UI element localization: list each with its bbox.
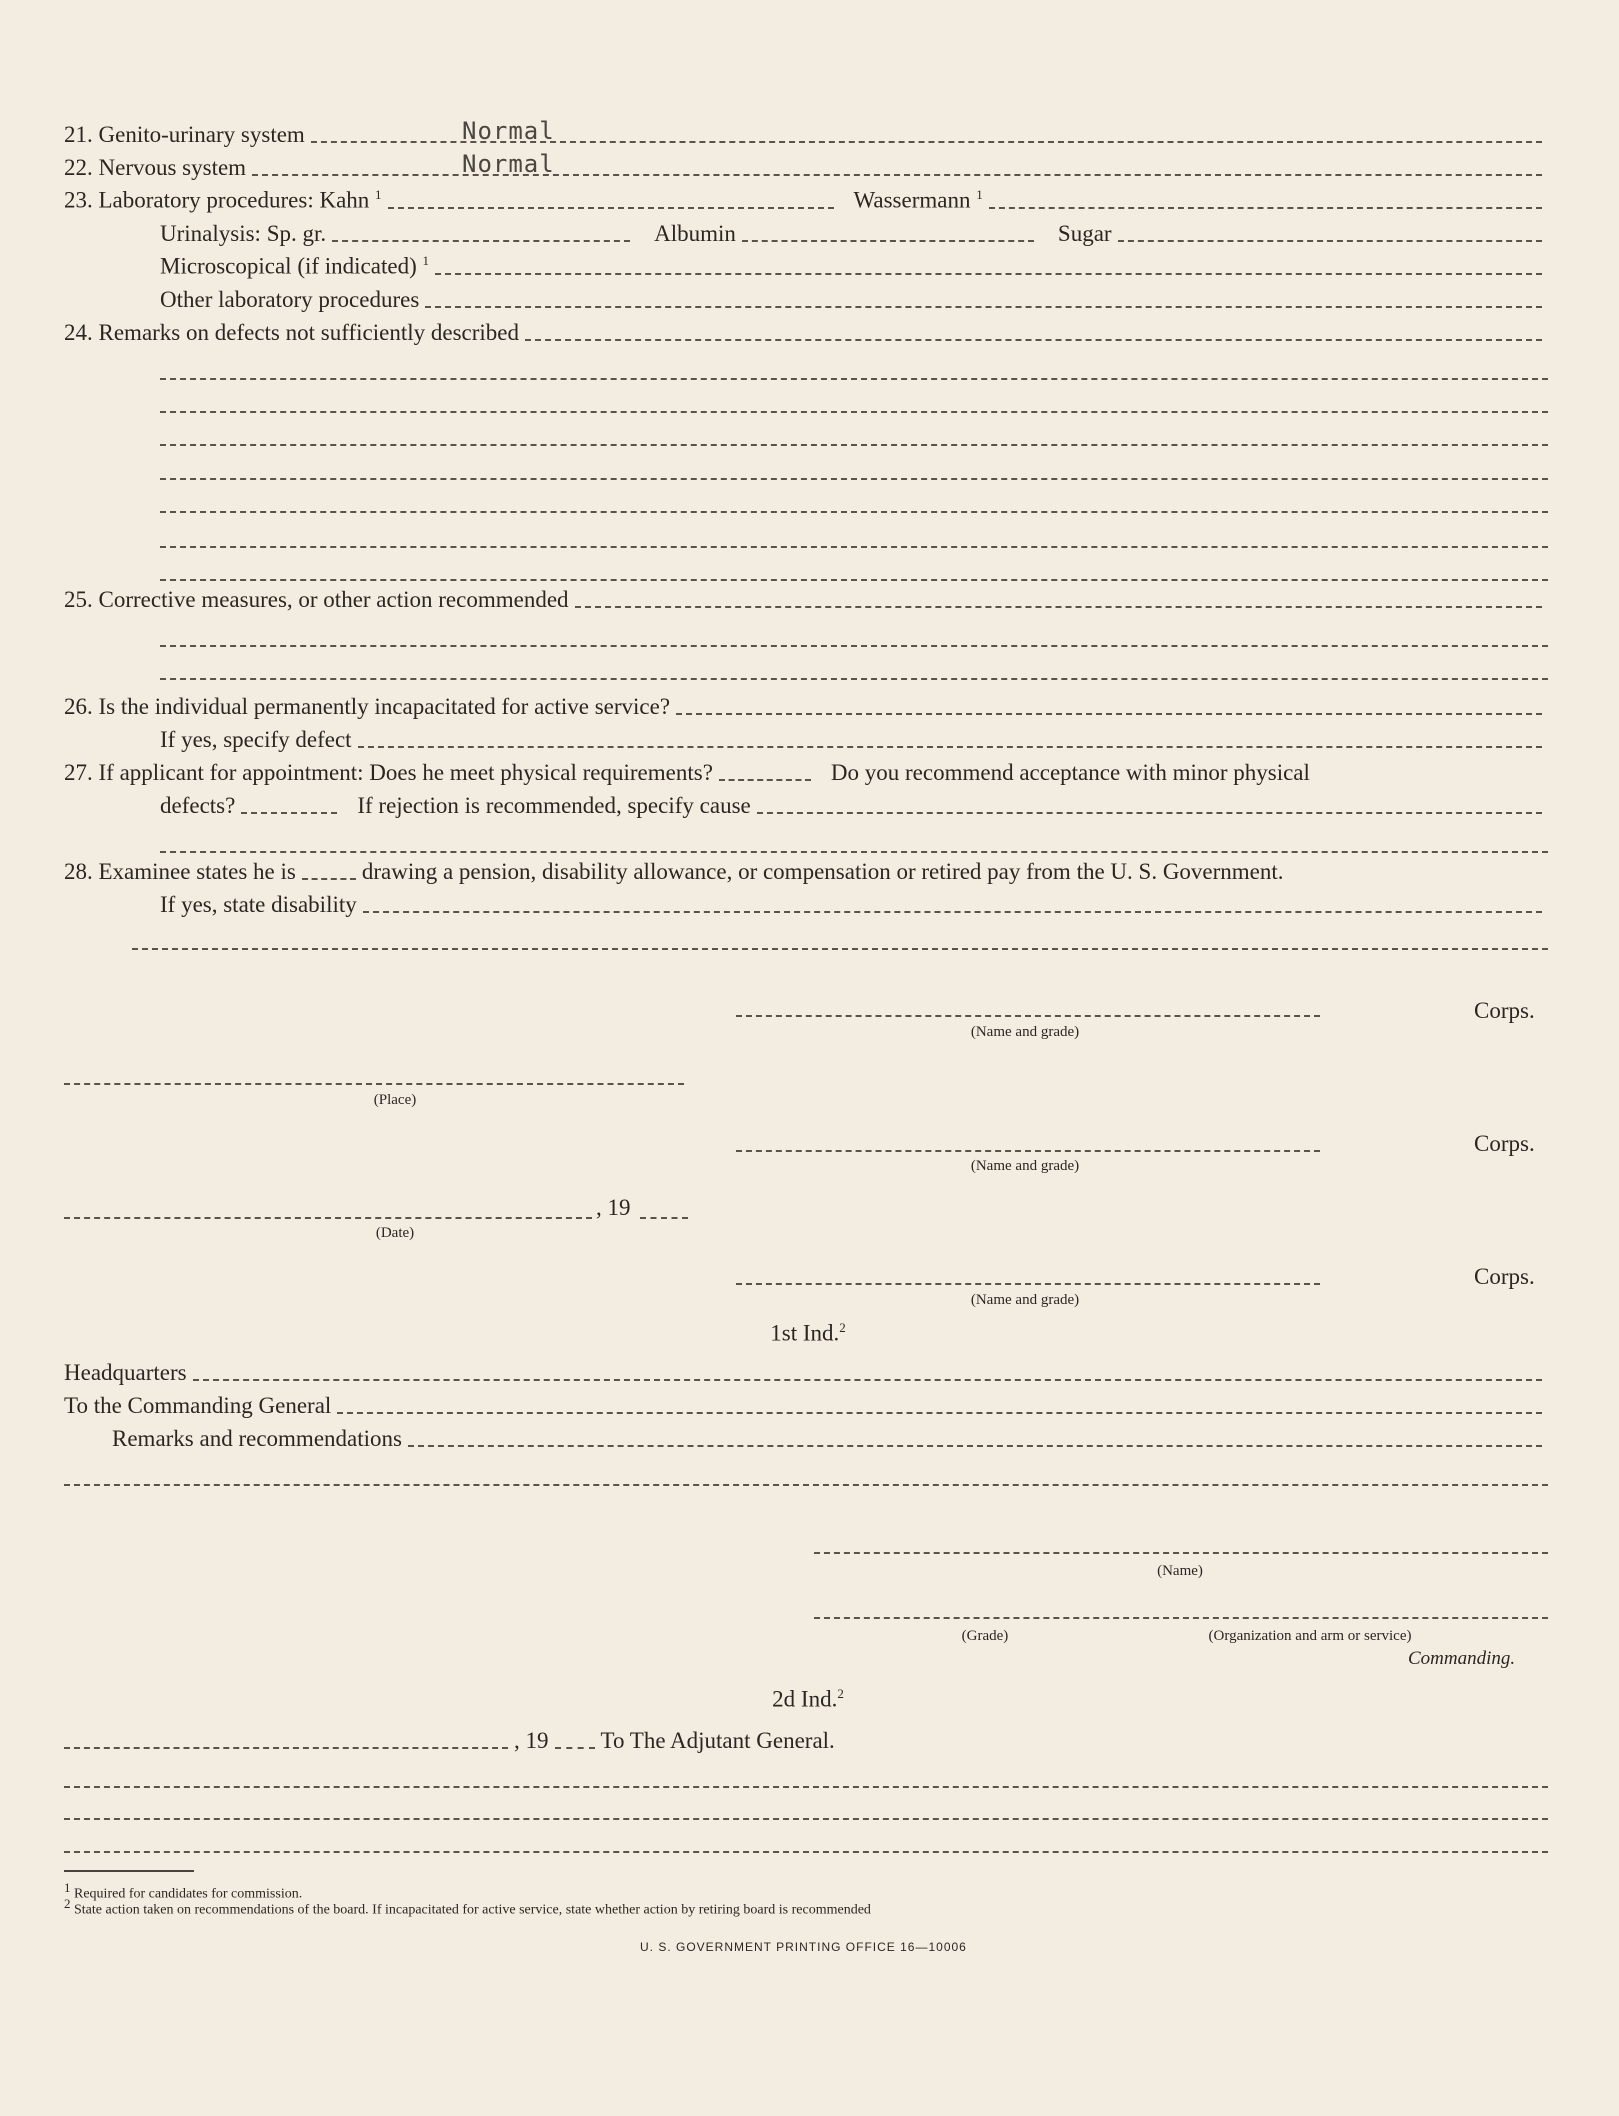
remarks-rec-row (112, 1424, 1548, 1454)
other-lab-row (160, 285, 1548, 315)
footnote-rule (64, 1870, 194, 1872)
other-lab-field[interactable] (425, 306, 1542, 308)
place-line[interactable] (64, 1083, 684, 1085)
cg-grade-org-line[interactable] (814, 1617, 1548, 1619)
corrective-line-2[interactable] (160, 678, 1548, 680)
item-21-value: Normal (462, 117, 555, 145)
microscopical-row (160, 252, 1548, 282)
cg-name-caption: (Name) (1157, 1563, 1203, 1579)
albumin-field[interactable] (742, 240, 1034, 242)
wassermann-label (854, 180, 983, 216)
date-caption: (Date) (375, 1225, 415, 1241)
item-26-sub-row (160, 725, 1548, 755)
wassermann-text: Wassermann (853, 188, 971, 213)
signature-2-corps: Corps. (1474, 1131, 1535, 1156)
footnote-1-mark: 1 (64, 1880, 71, 1895)
footnote-2 (64, 1896, 871, 1919)
item-28-sub-field[interactable] (363, 911, 1542, 913)
second-ind-title (708, 1686, 908, 1713)
signature-1-line[interactable] (736, 1015, 1320, 1017)
remarks-rec-field[interactable] (408, 1445, 1542, 1447)
date-year-prefix: 19 (607, 1195, 631, 1220)
item-24-field[interactable] (525, 339, 1542, 341)
signature-3-line[interactable] (736, 1283, 1320, 1285)
microscopical-footnote-mark: 1 (422, 253, 429, 269)
item-27-reject-label: If rejection is recommended, specify cause (357, 793, 751, 818)
wassermann-field[interactable] (989, 207, 1542, 209)
item-26-sub-field[interactable] (358, 746, 1542, 748)
item-28-label: 28. Examinee states he is (64, 859, 296, 884)
microscopical-text: Microscopical (if indicated) (160, 254, 417, 279)
place-caption: (Place) (373, 1092, 417, 1108)
footnote-2-mark: 2 (64, 1896, 71, 1911)
item-27-reject-field[interactable] (757, 812, 1542, 814)
headquarters-row (64, 1358, 1548, 1388)
to-cg-label: To the Commanding General (64, 1393, 332, 1418)
item-28-sub-label: If yes, state disability (160, 892, 357, 917)
corrective-line-1[interactable] (160, 645, 1548, 647)
second-ind-year-field[interactable] (555, 1747, 595, 1749)
first-ind-title-text: 1st Ind. (770, 1320, 840, 1346)
date-line[interactable] (64, 1217, 592, 1219)
remarks-line-7[interactable] (160, 579, 1548, 581)
to-cg-row (64, 1391, 1548, 1421)
kahn-footnote-mark: 1 (375, 187, 382, 203)
item-28-row (64, 857, 1548, 887)
second-ind-date-field[interactable] (64, 1747, 508, 1749)
headquarters-label: Headquarters (64, 1360, 187, 1385)
signature-1-caption: (Name and grade) (970, 1024, 1080, 1040)
remarks-line-1[interactable] (160, 378, 1548, 380)
second-ind-line-2[interactable] (64, 1818, 1548, 1820)
item-27-defects-label: defects? (160, 793, 236, 818)
signature-3-caption: (Name and grade) (970, 1292, 1080, 1308)
sp-gr-field[interactable] (332, 240, 630, 242)
item-21-row (64, 120, 1548, 150)
second-ind-title-text: 2d Ind. (772, 1686, 838, 1712)
microscopical-label (160, 246, 429, 282)
cg-grade-caption: (Grade) (961, 1628, 1009, 1644)
other-lab-label: Other laboratory procedures (160, 287, 420, 312)
item-27-sub-row (160, 791, 1548, 821)
sugar-field[interactable] (1118, 240, 1542, 242)
remarks-rec-line-2[interactable] (64, 1484, 1548, 1486)
item-26-sub-label: If yes, specify defect (160, 727, 352, 752)
urinalysis-row (160, 219, 1548, 249)
item-22-label: 22. Nervous system (64, 155, 247, 180)
urinalysis-label: Urinalysis: Sp. gr. (160, 221, 327, 246)
remarks-line-3[interactable] (160, 444, 1548, 446)
remarks-line-5[interactable] (160, 511, 1548, 513)
date-year: , 19 (596, 1195, 631, 1220)
kahn-field[interactable] (388, 207, 834, 209)
item-24-row (64, 318, 1548, 348)
albumin-label: Albumin (654, 221, 736, 246)
item-21-label: 21. Genito-urinary system (64, 122, 305, 147)
item-27-defects-field[interactable] (241, 812, 337, 814)
commanding-text: Commanding. (1408, 1648, 1516, 1669)
item-27-extra-line[interactable] (160, 851, 1548, 853)
microscopical-field[interactable] (435, 273, 1542, 275)
item-28-is-field[interactable] (302, 878, 356, 880)
signature-2-caption: (Name and grade) (970, 1158, 1080, 1174)
remarks-rec-label: Remarks and recommendations (112, 1426, 402, 1451)
signature-3-corps: Corps. (1474, 1264, 1535, 1289)
item-26-label: 26. Is the individual permanently incapacitated for active service? (64, 694, 671, 719)
item-22-value: Normal (462, 150, 555, 178)
item-27-mid-label: Do you recommend acceptance with minor physical (830, 760, 1310, 785)
second-ind-line-1[interactable] (64, 1786, 1548, 1788)
item-25-label: 25. Corrective measures, or other action recommended (64, 587, 569, 612)
cg-name-line[interactable] (814, 1552, 1548, 1554)
remarks-line-4[interactable] (160, 478, 1548, 480)
item-27-row (64, 758, 1548, 788)
remarks-line-2[interactable] (160, 411, 1548, 413)
item-26-row (64, 692, 1548, 722)
item-22-row (64, 153, 1548, 183)
signature-2-line[interactable] (736, 1150, 1320, 1152)
item-27-meets-field[interactable] (719, 779, 811, 781)
item-24-label: 24. Remarks on defects not sufficiently described (64, 320, 519, 345)
footnote-1-text: Required for candidates for commission. (74, 1886, 303, 1902)
item-28-extra-line[interactable] (132, 948, 1548, 950)
second-ind-row (64, 1726, 1548, 1756)
item-25-row (64, 585, 1548, 615)
item-26-field[interactable] (676, 713, 1542, 715)
to-ag-label: To The Adjutant General. (600, 1728, 835, 1753)
footnote-2-text: State action taken on recommendations of the board. If incapacitated for active service, state whether action by retiring board is recommended (74, 1902, 871, 1918)
item-28-rest: drawing a pension, disability allowance, or compensation or retired pay from the U. S. Government. (361, 859, 1284, 884)
item-22-field[interactable] (252, 174, 1542, 176)
item-23-row (64, 186, 1548, 216)
item-25-field[interactable] (575, 606, 1542, 608)
kahn-label: 23. Laboratory procedures: Kahn (64, 188, 370, 213)
first-ind-title (708, 1320, 908, 1347)
signature-1-corps: Corps. (1474, 998, 1535, 1023)
cg-org-caption: (Organization and arm or service) (1208, 1628, 1412, 1644)
headquarters-field[interactable] (193, 1379, 1542, 1381)
date-year-field[interactable] (640, 1217, 688, 1219)
item-28-sub-row (160, 890, 1548, 920)
printer-imprint: U. S. GOVERNMENT PRINTING OFFICE 16—10006 (640, 1940, 967, 1954)
item-23-label (64, 180, 382, 216)
first-ind-footnote-mark: 2 (839, 1320, 846, 1335)
remarks-line-6[interactable] (160, 546, 1548, 548)
wassermann-footnote-mark: 1 (976, 187, 983, 203)
item-27-label: 27. If applicant for appointment: Does he meet physical requirements? (64, 760, 713, 785)
second-ind-year: , 19 (514, 1728, 549, 1753)
to-cg-field[interactable] (337, 1412, 1542, 1414)
second-ind-line-3[interactable] (64, 1851, 1548, 1853)
second-ind-footnote-mark: 2 (837, 1686, 844, 1701)
second-ind-year-prefix: 19 (525, 1728, 549, 1753)
sugar-label: Sugar (1057, 221, 1112, 246)
